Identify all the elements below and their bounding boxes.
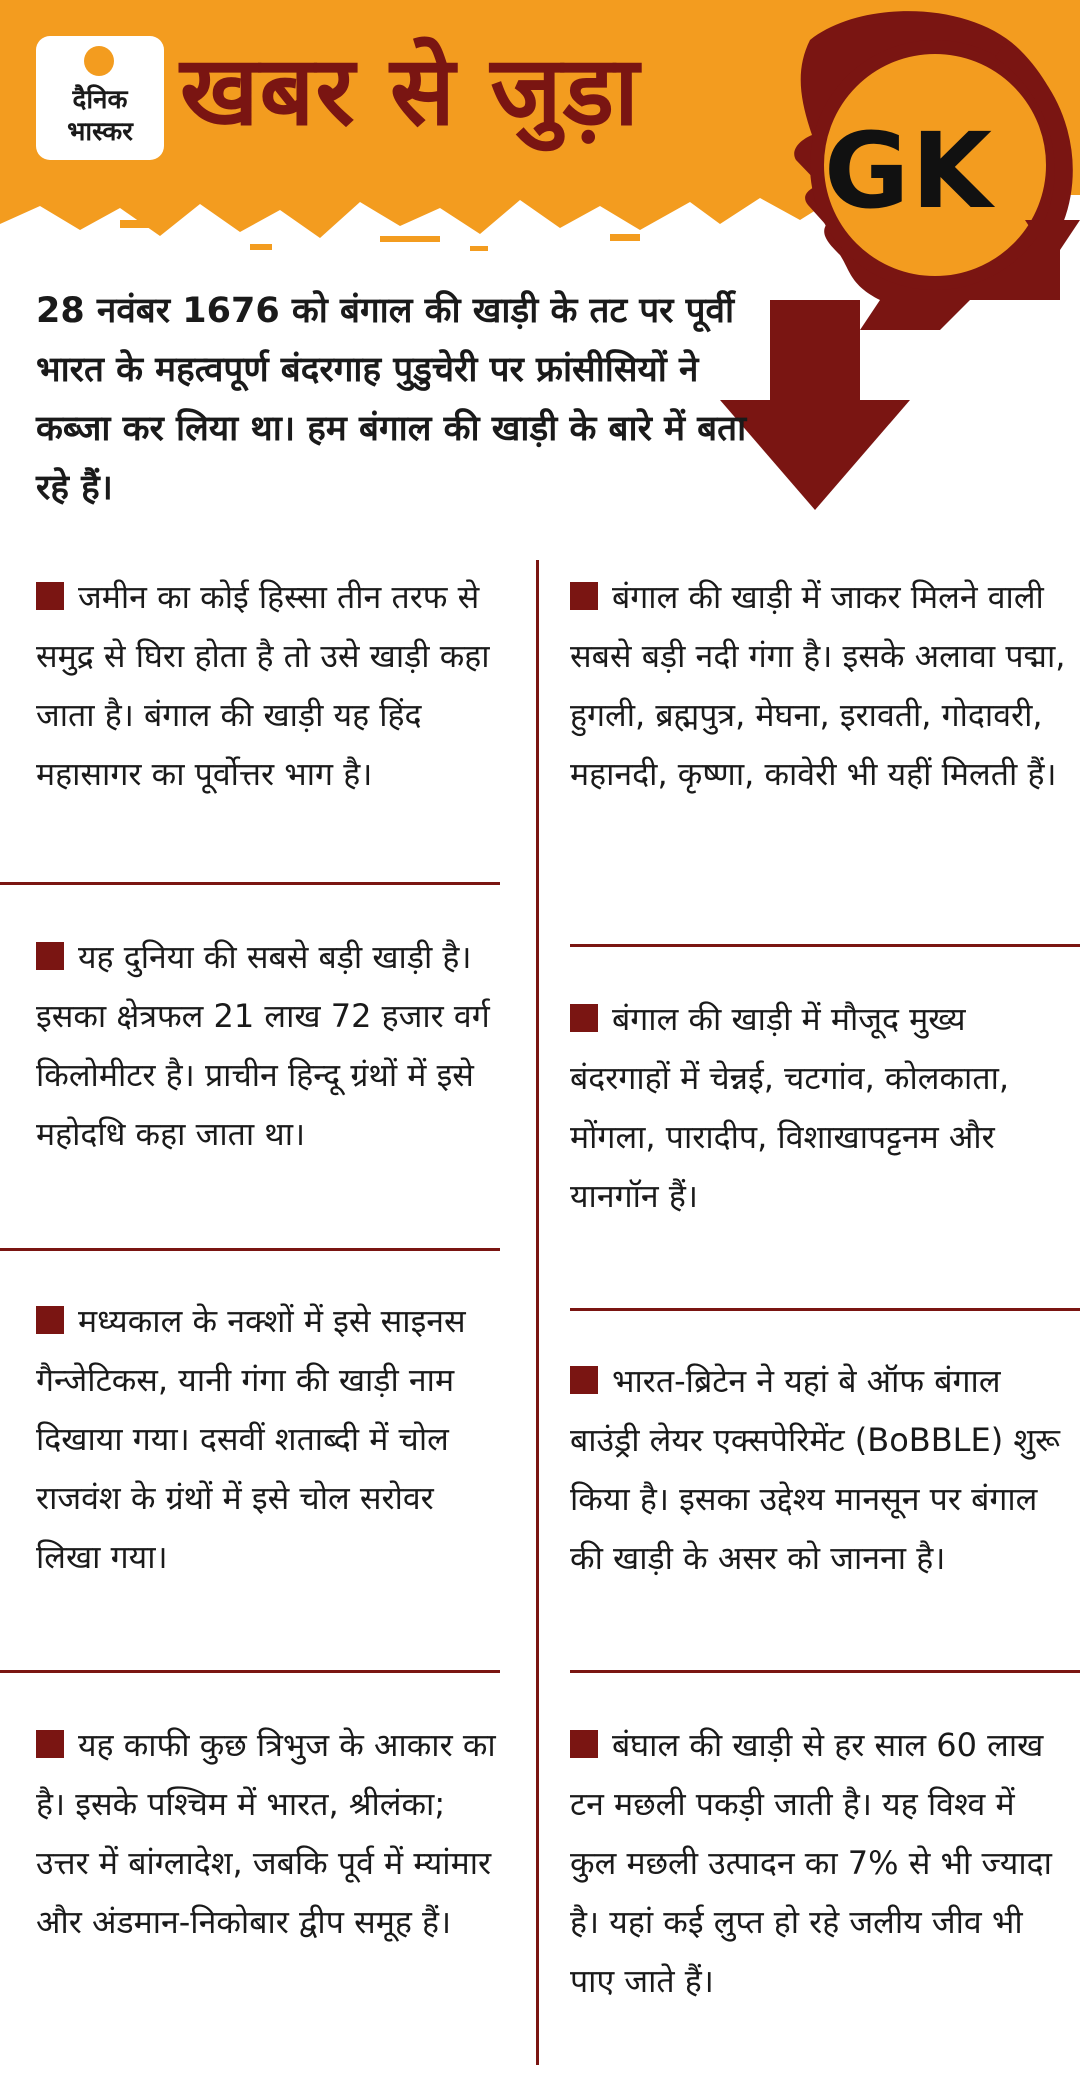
fact-text: जमीन का कोई हिस्सा तीन तरफ से समुद्र से घिरा होता है तो उसे खाड़ी कहा जाता है। बंगाल की खाड़ी यह हिंद महासागर का पूर्वोत्तर भाग है। bbox=[36, 578, 490, 793]
fact-right-2 bbox=[570, 990, 1070, 1226]
bullet-square-icon bbox=[36, 942, 64, 970]
fact-right-1 bbox=[570, 568, 1070, 804]
logo-text-line2: भास्कर bbox=[67, 117, 133, 147]
logo-text-line1: दैनिक bbox=[72, 85, 128, 115]
divider-right-3 bbox=[570, 1670, 1080, 1673]
fact-right-3 bbox=[570, 1352, 1070, 1588]
bullet-square-icon bbox=[570, 1730, 598, 1758]
fact-left-3 bbox=[36, 1292, 506, 1587]
head-silhouette-arrow-graphic bbox=[700, 0, 1080, 520]
divider-left-1 bbox=[0, 882, 500, 885]
intro-bold-text: हम बंगाल की खाड़ी के बारे में बता रहे हैं। bbox=[36, 409, 747, 508]
divider-right-1 bbox=[570, 944, 1080, 947]
fact-text: मध्यकाल के नक्शों में इसे साइनस गैन्जेटिकस, यानी गंगा की खाड़ी नाम दिखाया गया। दसवीं शताब्दी में चोल राजवंश के ग्रंथों में इसे चोल सरोवर लिखा गया। bbox=[36, 1302, 466, 1576]
fact-text: यह काफी कुछ त्रिभुज के आकार का है। इसके पश्चिम में भारत, श्रीलंका; उत्तर में बांग्लादेश, जबकि पूर्व में म्यांमार और अंडमान-निकोबार द्वीप समूह हैं। bbox=[36, 1726, 496, 1941]
divider-left-2 bbox=[0, 1248, 500, 1251]
intro-text: 28 नवंबर 1676 को बंगाल की खाड़ी के तट पर पूर्वी भारत के महत्वपूर्ण बंदरगाह पुडुचेरी पर फ्रांसीसियों ने कब्जा कर लिया था। bbox=[36, 291, 735, 449]
intro-paragraph bbox=[36, 282, 756, 518]
column-divider bbox=[536, 560, 539, 2065]
bullet-square-icon bbox=[36, 1306, 64, 1334]
fact-text: बंगाल की खाड़ी में जाकर मिलने वाली सबसे बड़ी नदी गंगा है। इसके अलावा पद्मा, हुगली, ब्रह्मपुत्र, मेघना, इरावती, गोदावरी, महानदी, कृष्णा, कावेरी भी यहीं मिलती हैं। bbox=[570, 578, 1066, 793]
fact-left-4 bbox=[36, 1716, 506, 1952]
bullet-square-icon bbox=[570, 1004, 598, 1032]
sun-icon bbox=[84, 46, 114, 76]
fact-text: यह दुनिया की सबसे बड़ी खाड़ी है। इसका क्षेत्रफल 21 लाख 72 हजार वर्ग किलोमीटर है। प्राचीन हिन्दू ग्रंथों में इसे महोदधि कहा जाता था। bbox=[36, 938, 490, 1153]
divider-right-2 bbox=[570, 1308, 1080, 1311]
fact-text: बंगाल की खाड़ी में मौजूद मुख्य बंदरगाहों में चेन्नई, चटगांव, कोलकाता, मोंगला, पारादीप, विशाखापट्टनम और यानगॉन हैं। bbox=[570, 1000, 1010, 1215]
bullet-square-icon bbox=[36, 1730, 64, 1758]
bullet-square-icon bbox=[36, 582, 64, 610]
dainik-bhaskar-logo bbox=[36, 36, 164, 160]
fact-left-1 bbox=[36, 568, 506, 804]
bullet-square-icon bbox=[570, 1366, 598, 1394]
page-title: खबर से जुड़ा bbox=[180, 35, 640, 147]
fact-left-2 bbox=[36, 928, 506, 1164]
fact-text: बंघाल की खाड़ी से हर साल 60 लाख टन मछली पकड़ी जाती है। यह विश्व में कुल मछली उत्पादन का 7% से भी ज्यादा है। यहां कई लुप्त हो रहे जलीय जीव भी पाए जाते हैं। bbox=[570, 1726, 1052, 2000]
gk-badge: GK bbox=[824, 110, 994, 232]
fact-right-4 bbox=[570, 1716, 1070, 2011]
fact-text: भारत-ब्रिटेन ने यहां बे ऑफ बंगाल बाउंड्री लेयर एक्सपेरिमेंट (BoBBLE) शुरू किया है। इसका उद्देश्य मानसून पर बंगाल की खाड़ी के असर को जानना है। bbox=[570, 1362, 1061, 1577]
divider-left-3 bbox=[0, 1670, 500, 1673]
bullet-square-icon bbox=[570, 582, 598, 610]
